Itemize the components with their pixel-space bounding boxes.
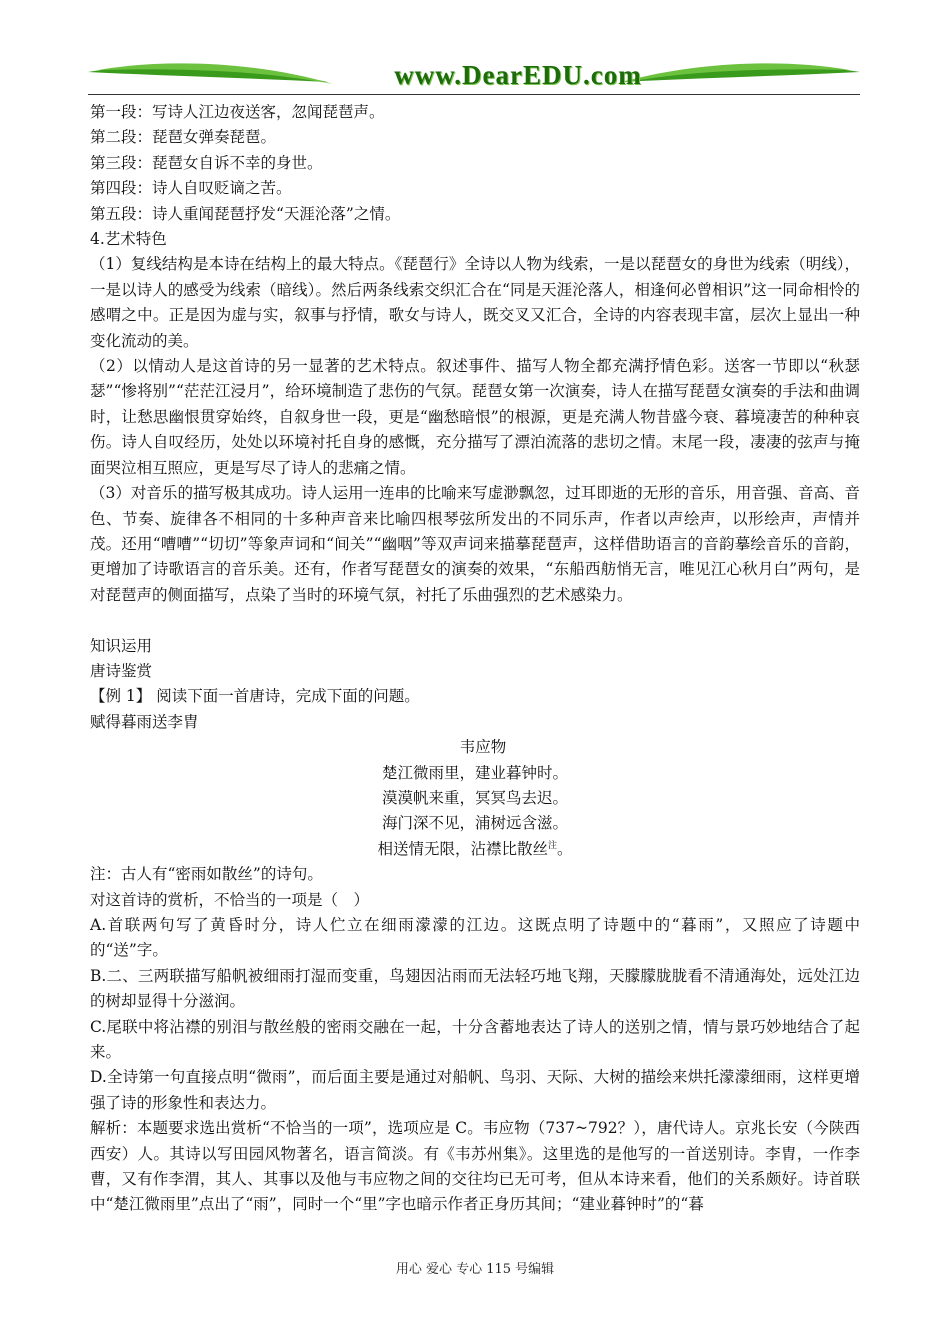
- document-body: [90, 100, 860, 1218]
- poem-line: 漠漠帆来重，冥冥鸟去迟。: [381, 788, 568, 807]
- question-stem: 对这首诗的赏析，不恰当的一项是（ ）: [90, 890, 370, 909]
- option-b: B.二、三两联描写船帆被细雨打湿而变重，鸟翅因沾雨而无法轻巧地飞翔，天朦朦胧胧看不清通海处，远处江边的树却显得十分滋润。: [90, 966, 860, 1011]
- poem-line: 楚江微雨里，建业暮钟时。: [381, 763, 568, 782]
- section-heading: 知识运用: [90, 636, 153, 655]
- option-c: C.尾联中将沾襟的别泪与散丝般的密雨交融在一起，十分含蓄地表达了诗人的送别之情，情与景巧妙地结合了起来。: [90, 1017, 860, 1062]
- site-header: [88, 56, 860, 96]
- note-marker: 注: [547, 840, 557, 851]
- subsection-heading: 唐诗鉴赏: [90, 661, 153, 680]
- summary-line: 第五段：诗人重闻琵琶抒发“天涯沦落”之情。: [90, 204, 401, 223]
- summary-line: 第二段：琵琶女弹奏琵琶。: [90, 128, 277, 147]
- poem-line-with-note: 相送情无限，沾襟比散丝$^注$。: [377, 839, 573, 858]
- option-d: D.全诗第一句直接点明“微雨”，而后面主要是通过对船帆、鸟羽、天际、大树的描绘来烘托濛濛细雨，这样更增强了诗的形象性和表达力。: [90, 1068, 860, 1112]
- poem-line: 海门深不见，浦树远含滋。: [381, 814, 568, 833]
- art-paragraph: （1）复线结构是本诗在结构上的最大特点。《琵琶行》全诗以人物为线索，一是以琵琶女的身世为线索（明线），一是以诗人的感受为线索（暗线）。然后两条线索交织汇合在“同是天涯沦落人，相逢何必曾相识”这一同命相怜的感喟之中。正是因为虚与实，叙事与抒情，歌女与诗人，既交叉又汇合，全诗的内容表现丰富，层次上显出一种变化流动的美。: [90, 255, 860, 350]
- poem-title: 赋得暮雨送李胄: [90, 712, 199, 731]
- poem-author: 韦应物: [459, 738, 507, 757]
- art-paragraph: （3）对音乐的描写极其成功。诗人运用一连串的比喻来写虚渺飘忽，过耳即逝的无形的音乐，用音强、音高、音色、节奏、旋律各不相同的十多种声音来比喻四根琴弦所发出的不同乐声，作者以声绘声，以形绘声，声情并茂。还用“嘈嘈”“切切”等象声词和“间关”“幽咽”等双声词来描摹琵琶声，这样借助语言的音韵摹绘音乐的音韵，更增加了诗歌语言的音乐美。还有，作者写琵琶女的演奏的效果，“东船西舫悄无言，唯见江心秋月白”两句，是对琵琶声的侧面描写，点染了当时的环境气氛，衬托了乐曲强烈的艺术感染力。: [90, 484, 860, 604]
- poem-note: 注：古人有“密雨如散丝”的诗句。: [90, 865, 323, 884]
- summary-line: 第一段：写诗人江边夜送客，忽闻琵琶声。: [90, 103, 385, 121]
- page-footer: 用心 爱心 专心 115 号编辑: [395, 1262, 555, 1277]
- art-paragraph: （2）以情动人是这首诗的另一显著的艺术特点。叙述事件、描写人物全都充满抒情色彩。送客一节即以“秋瑟瑟”“惨将别”“茫茫江浸月”，给环境制造了悲伤的气氛。琵琶女第一次演奏，诗人在描写琵琶女演奏的手法和曲调时，让愁思幽恨贯穿始终，自叙身世一段，更是“幽愁暗恨”的根源，更是充满人物昔盛今衰、暮境凄苦的种种哀伤。诗人自叹经历，处处以环境衬托自身的感慨，充分描写了漂泊流落的悲切之情。末尾一段，凄凄的弦声与掩面哭泣相互照应，更是写尽了诗人的悲痛之情。: [90, 357, 860, 477]
- section-heading: 4.艺术特色: [90, 230, 167, 249]
- example-intro: 【例 1】 阅读下面一首唐诗，完成下面的问题。: [90, 687, 420, 706]
- header-divider: [88, 94, 860, 95]
- summary-line: 第三段：琵琶女自诉不幸的身世。: [90, 153, 323, 172]
- option-a: A.首联两句写了黄昏时分，诗人伫立在细雨濛濛的江边。这既点明了诗题中的“暮雨”，又照应了诗题中的“送”字。: [90, 915, 860, 960]
- site-logo[interactable]: www.DearEDU.com: [394, 60, 642, 90]
- analysis-paragraph: 解析：本题要求选出赏析“不恰当的一项”，选项应是 C。韦应物（737~792？），唐代诗人。京兆长安（今陕西西安）人。其诗以写田园风物著名，语言简淡。有《韦苏州集》。这里选的是他写的一首送别诗。李胄，一作李曹，又有作李渭，其人、其事以及他与韦应物之间的交往均已无可考，但从本诗来看，他们的关系颇好。诗首联中“楚江微雨里”点出了“雨”，同时一个“里”字也暗示作者正身历其间；“建业暮钟时”的“暮: [90, 1119, 860, 1214]
- blank-line: [90, 608, 860, 633]
- summary-line: 第四段：诗人自叹贬谪之苦。: [90, 179, 292, 198]
- poem-line: 相送情无限，沾襟比散丝: [377, 839, 548, 858]
